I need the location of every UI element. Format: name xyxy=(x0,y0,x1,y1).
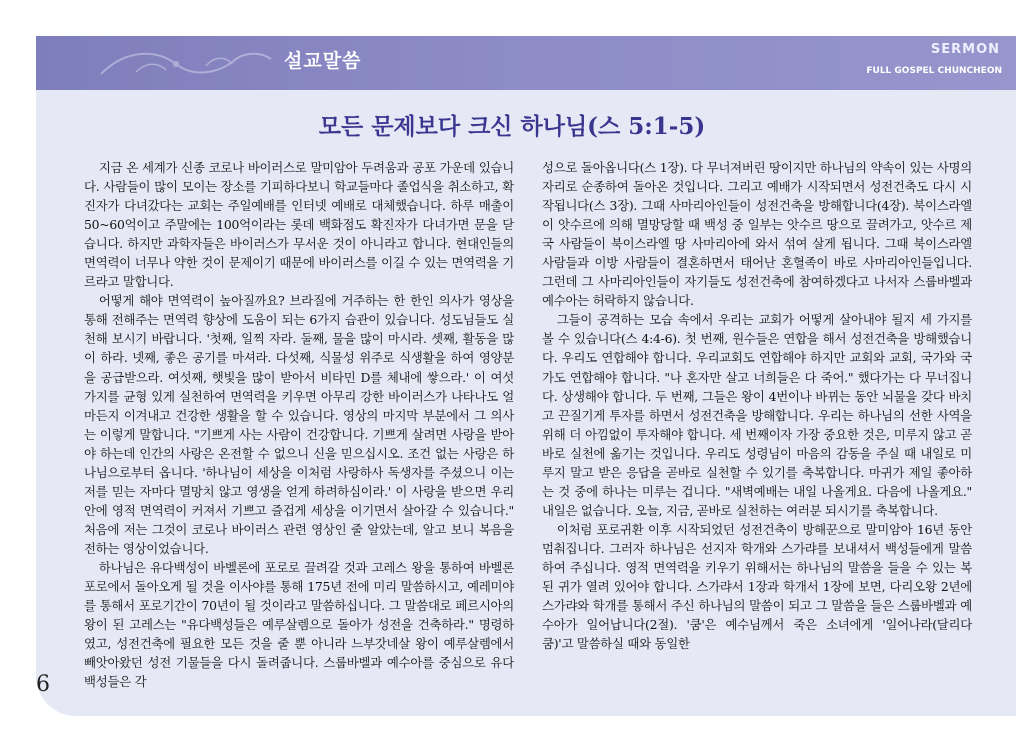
header-banner xyxy=(36,36,1016,90)
right-column xyxy=(542,158,972,653)
paragraph: 그들이 공격하는 모습 속에서 우리는 교회가 어떻게 살아내야 될지 세 가지를 볼 수 있습니다(스 4:4-6). 첫 번째, 원수들은 연합을 해서 성전건축을 방해했습니다. 우리도 연합해야 합니다. 우리교회도 연합해야 하지만 교회와 교회, 국가와 국가도 연합해야 합니다. "나 혼자만 살고 너희들은 다 죽어." 했다가는 다 무너집니다. 상생해야 합니다. 두 번째, 그들은 왕이 4번이나 바뀌는 동안 뇌물을 갖다 바치고 끈질기게 투자를 하면서 성전건축을 방해합니다. 우리는 하나님의 선한 사역을 위해 더 아낌없이 투자해야 합니다. 세 번째이자 가장 중요한 것은, 미루지 않고 곧바로 실천에 옮기는 것입니다. 우리도 성령님이 마음의 감동을 주실 때 내일로 미루지 말고 받은 응답을 곧바로 실천할 수 있기를 축복합니다. 마귀가 제일 좋아하는 것 중에 하나는 미루는 겁니다. "새벽예배는 내일 나올게요. 다음에 나올게요." 내일은 없습니다. 오늘, 지금, 곧바로 실천하는 여러분 되시기를 축복합니다. xyxy=(542,312,972,518)
section-title: 설교말씀 xyxy=(284,50,362,72)
paragraph: 이처럼 포로귀환 이후 시작되었던 성전건축이 방해꾼으로 말미암아 16년 동안 멈춰집니다. 그러자 하나님은 선지자 학개와 스가랴를 보내셔서 백성들에게 말씀하여 주십니다. 영적 면역력을 키우기 위해서는 하나님의 말씀을 들을 수 있는 복된 귀가 열려 있어야 합니다. 스가랴서 1장과 학개서 1장에 보면, 다리오왕 2년에 스가랴와 학개를 통해서 주신 하나님의 말씀이 되고 그 말씀을 들은 스룹바벨과 예수아가 일어납니다(2절). '쿰'은 예수님께서 죽은 소녀에게 '일어나라(달리다 쿰)'고 말씀하실 때와 동일한 xyxy=(542,521,972,652)
paragraph: 지금 온 세계가 신종 코로나 바이러스로 말미암아 두려움과 공포 가운데 있습니다. 사람들이 많이 모이는 장소를 기피하다보니 학교들마다 졸업식을 취소하고, 확진자가 다녀갔다는 교회는 주일예배를 인터넷 예배로 대체했습니다. 하루 매출이 50~60억이고 주말에는 100억이라는 롯데 백화점도 확진자가 다녀가면 문을 닫습니다. 하지만 과학자들은 바이러스가 무서운 것이 아니라고 합니다. 현대인들의 면역력이 너무나 약한 것이 문제이기 때문에 바이러스를 이길 수 있는 면역력을 기르라고 말합니다. xyxy=(84,160,514,290)
sermon-title: 모든 문제보다 크신 하나님(스 5:1-5) xyxy=(318,113,706,140)
page-number: 6 xyxy=(36,672,50,697)
floral-ornament-icon xyxy=(96,44,276,84)
series-label: SERMON xyxy=(930,42,1000,57)
left-column xyxy=(84,158,514,691)
paragraph: 성으로 돌아옵니다(스 1장). 다 무너져버린 땅이지만 하나님의 약속이 있는 사명의 자리로 순종하여 돌아온 것입니다. 그리고 예배가 시작되면서 성전건축도 다시 시작됩니다(스 3장). 그때 사마리아인들이 성전건축을 방해합니다(4장). 북이스라엘이 앗수르에 의해 멸망당할 때 백성 중 일부는 앗수르 땅으로 끌려가고, 앗수르 제국 사람들이 북이스라엘 땅 사마리아에 와서 섞여 살게 됩니다. 그때 북이스라엘 사람들과 이방 사람들이 결혼하면서 태어난 혼혈족이 바로 사마리아인들입니다. 그런데 그 사마리아인들이 자기들도 성전건축에 참여하겠다고 나서자 스룹바벨과 예수아는 허락하지 않습니다. xyxy=(542,160,972,309)
series-subtitle: FULL GOSPEL CHUNCHEON xyxy=(866,66,1002,76)
paragraph: 어떻게 해야 면역력이 높아질까요? 브라질에 거주하는 한 한인 의사가 영상을 통해 전해주는 면역력 향상에 도움이 되는 6가지 습관이 있습니다. 성도님들도 실천해 보시기 바랍니다. '첫째, 일찍 자라. 둘째, 물을 많이 마시라. 셋째, 활동을 많이 하라. 넷째, 좋은 공기를 마셔라. 다섯째, 식물성 위주로 식생활을 하여 영양분을 공급받으라. 여섯째, 햇빛을 많이 받아서 비타민 D를 체내에 쌓으라.' 이 여섯 가지를 균형 있게 실천하여 면역력을 키우면 아무리 강한 바이러스가 나타나도 얼마든지 이겨내고 건강한 생활을 할 수 있습니다. 영상의 마지막 부분에서 그 의사는 이렇게 말합니다. "기쁘게 사는 사람이 건강합니다. 기쁘게 살려면 사랑을 받아야 하는데 인간의 사랑은 온전할 수 없으니 신을 믿으십시오. 조건 없는 사랑은 하나님으로부터 옵니다. '하나님이 세상을 이처럼 사랑하사 독생자를 주셨으니 이는 저를 믿는 자마다 멸망치 않고 영생을 얻게 하려하심이라.' 이 사랑을 받으면 우리 안에 영적 면역력이 커져서 기쁘고 즐겁게 세상을 이기면서 살아갈 수 있습니다." 처음에 저는 그것이 코로나 바이러스 관련 영상인 줄 알았는데, 알고 보니 복음을 전하는 영상이었습니다. xyxy=(84,293,514,556)
paragraph: 하나님은 유다백성이 바벨론에 포로로 끌려갈 것과 고레스 왕을 통하여 바벨론 포로에서 돌아오게 될 것을 이사야를 통해 175년 전에 미리 말씀하시고, 예레미야를 통해서 포로기간이 70년이 될 것이라고 말씀하십니다. 그 말씀대로 페르시아의 왕이 된 고레스는 "유다백성들은 예루살렘으로 돌아가 성전을 건축하라." 명령하였고, 성전건축에 필요한 모든 것을 줄 뿐 아니라 느부갓네살 왕이 예루살렘에서 빼앗아왔던 성전 기물들을 다시 돌려줍니다. 스룹바벨과 예수아를 중심으로 유다백성들은 각 xyxy=(84,559,514,690)
